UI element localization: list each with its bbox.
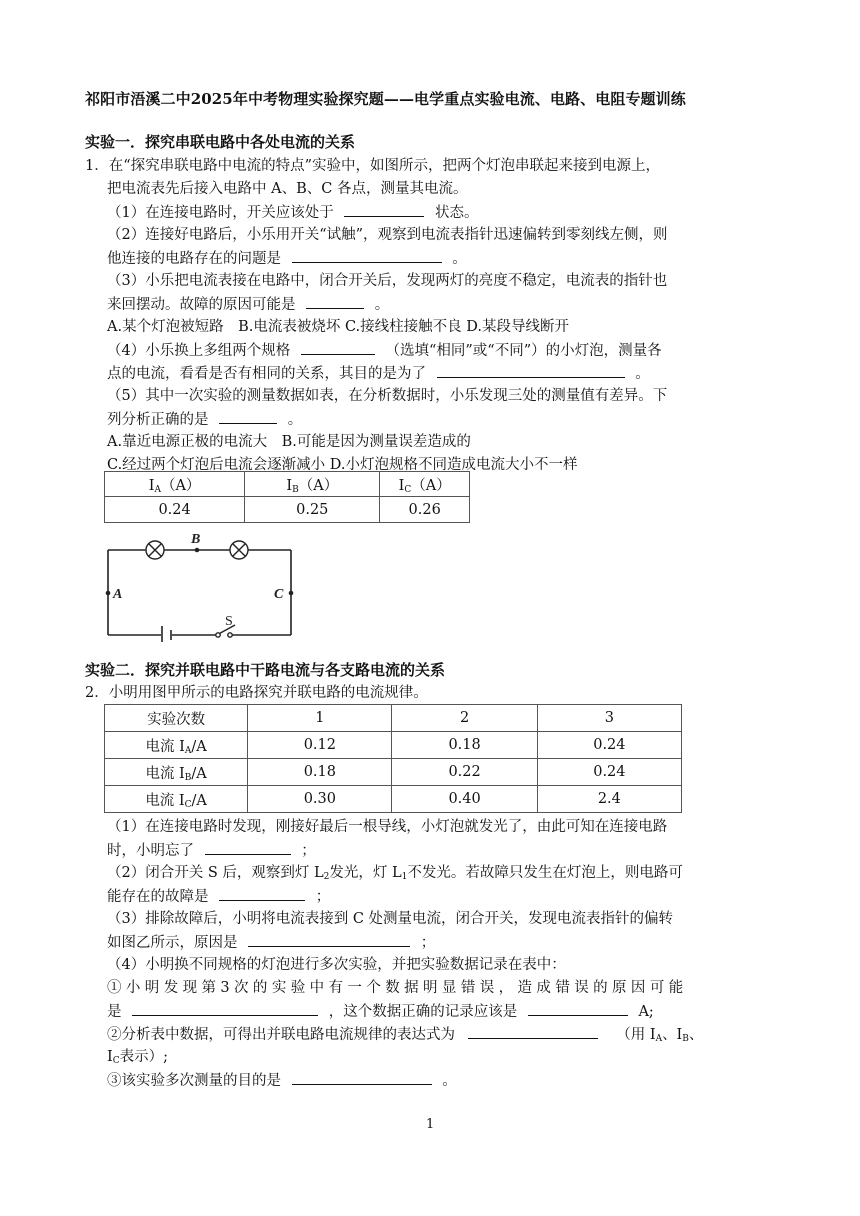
ic-symbol: I [398, 477, 405, 494]
table-header-row [105, 705, 682, 732]
q1-part2-line2 [107, 247, 467, 270]
q1-part4-suffix2: 。 [635, 366, 650, 382]
table-row [105, 732, 682, 759]
q2-part2-text-c: 不发光。若故障只发生在灯泡上，则电路可 [407, 865, 683, 881]
q2-part2-blank[interactable] [219, 885, 305, 901]
q2-part3-text: 如图乙所示，原因是 [107, 935, 238, 951]
q2-sub3 [107, 1069, 457, 1092]
table-row [105, 497, 470, 523]
q2-part2-line2 [107, 885, 330, 908]
q1-part4-line1 [107, 339, 662, 362]
table-header-3: 3 [537, 705, 681, 732]
q2-part2-suffix: ； [315, 889, 331, 905]
q2-sub1-line1: ①小明发现第3次的实验中有一个数据明显错误，造成错误的原因可能 [107, 980, 688, 996]
page-title: 祁阳市浯溪二中2025年中考物理实验探究题——电学重点实验电流、电路、电阻专题训练 [85, 90, 686, 108]
q1-part5-suffix: 。 [287, 412, 303, 428]
q1-part1 [107, 201, 478, 224]
q1-part3-suffix: 。 [374, 297, 390, 313]
node-a-dot [106, 591, 111, 596]
q1-part5-blank[interactable] [219, 408, 277, 424]
q2-part2-text-b: 发光，灯 L [329, 865, 402, 881]
q1-part4-text2: 点的电流，看看是否有相同的关系，其目的是为了 [107, 366, 426, 382]
table-row [105, 759, 682, 786]
label-c: C [274, 587, 284, 602]
table-cell: 0.24 [537, 759, 681, 786]
q1-part4-blank1[interactable] [301, 339, 375, 355]
ib-subscript: B [184, 772, 192, 783]
q2-sub1-text2: ，这个数据正确的记录应该是 [328, 1004, 518, 1020]
table-cell-ic: 0.26 [380, 497, 470, 523]
q2-sub2-text: ②分析表中数据，可得出并联电路电流规律的表达式为 [107, 1027, 455, 1043]
table-cell: 0.12 [248, 732, 392, 759]
ic-subscript: C [404, 484, 412, 495]
exp2-heading: 实验二．探究并联电路中干路电流与各支路电流的关系 [85, 661, 446, 679]
q2-sub1-suffix: A; [638, 1004, 654, 1020]
ia-unit: /A [191, 738, 207, 755]
q2-sub2-sep2: 、 [688, 1027, 704, 1043]
q2-part3-blank[interactable] [248, 931, 410, 947]
table-cell: 0.30 [248, 786, 392, 813]
ic-unit: /A [191, 792, 207, 809]
ic-subscript: C [112, 1056, 120, 1066]
ib-unit: （A） [298, 477, 339, 494]
q1-line1: 1．在“探究串联电路中电流的特点”实验中，如图所示，把两个灯泡串联起来接到电源上， [85, 158, 661, 174]
ia-unit: （A） [160, 477, 201, 494]
q1-part5-option2: C.经过两个灯泡后电流会逐渐减小 D.小灯泡规格不同造成电流大小不一样 [107, 457, 578, 473]
ib-subscript: B [292, 484, 299, 495]
table-header-row [105, 472, 470, 497]
q1-part4-line2 [107, 362, 650, 385]
ia-subscript: A [184, 745, 192, 756]
q2-part2-text-a: （2）闭合开关 S 后，观察到灯 L [107, 865, 324, 881]
table-cell: 0.24 [537, 732, 681, 759]
q1-line2: 把电流表先后接入电路中 A、B、C 各点，测量其电流。 [107, 181, 468, 197]
q2-part1-blank[interactable] [205, 839, 291, 855]
table-header-ic [380, 472, 470, 497]
lamp-icon [230, 541, 248, 559]
q1-part4-text: （4）小乐换上多组两个规格 [107, 343, 291, 359]
q2-part3-line2 [107, 931, 435, 954]
l1-subscript: 1 [401, 872, 408, 882]
label-b: B [191, 532, 201, 547]
table-cell: 0.40 [392, 786, 537, 813]
q1-part5-line2 [107, 408, 302, 431]
q2-sub2-hint: （用 I [616, 1027, 656, 1043]
label-s: S [225, 614, 233, 629]
q1-part1-text: （1）在连接电路时，开关应该处于 [107, 205, 334, 221]
table-header-trial: 实验次数 [105, 705, 248, 732]
battery-icon [162, 626, 171, 642]
q2-sub1-line2 [107, 1000, 654, 1023]
row-label-ia [105, 732, 248, 759]
table-header-1: 1 [248, 705, 392, 732]
q2-sub2-blank[interactable] [468, 1023, 598, 1039]
q1-part2-suffix: 。 [452, 251, 467, 267]
row-label-ib [105, 759, 248, 786]
q1-part5-line1: （5）其中一次实验的测量数据如表，在分析数据时，小乐发现三处的测量值有差异。下 [107, 388, 668, 404]
l2-subscript: 2 [323, 872, 330, 882]
q2-sub1-blank1[interactable] [132, 1000, 318, 1016]
current-table-parallel [104, 704, 682, 813]
ic-unit: （A） [411, 477, 451, 494]
q1-part1-blank[interactable] [344, 201, 424, 217]
q2-part3-suffix: ； [420, 935, 436, 951]
label-a: A [113, 587, 123, 602]
q2-sub3-suffix: 。 [442, 1073, 457, 1089]
q1-part2-line1: （2）连接好电路后，小乐用开关“试触”，观察到电流表指针迅速偏转到零刻线左侧，则 [107, 227, 668, 243]
q1-part5-option1: A.靠近电源正极的电流大 B.可能是因为测量误差造成的 [107, 434, 471, 450]
q2-part1-line2 [107, 839, 316, 862]
page-number: 1 [426, 1117, 435, 1132]
table-cell: 0.22 [392, 759, 537, 786]
q1-part3-line2 [107, 293, 389, 316]
q2-sub2-line1 [107, 1023, 703, 1050]
q1-part3-text: 来回摆动。故障的原因可能是 [107, 297, 296, 313]
table-header-2: 2 [392, 705, 537, 732]
q2-part2-text: 能存在的故障是 [107, 889, 209, 905]
table-header-ia [105, 472, 245, 497]
table-cell: 2.4 [537, 786, 681, 813]
ia-subscript: A [655, 1034, 663, 1044]
ia-label: 电流 I [145, 738, 185, 755]
q2-sub3-text: ③该实验多次测量的目的是 [107, 1073, 281, 1089]
q2-part1-suffix: ； [301, 843, 316, 859]
q2-sub1-text: 是 [107, 1004, 122, 1020]
q1-part5-text: 列分析正确的是 [107, 412, 209, 428]
node-b-dot [195, 548, 200, 553]
q1-part2-blank[interactable] [292, 247, 442, 263]
q1-part2-text: 他连接的电路存在的问题是 [107, 251, 281, 267]
table-row [105, 786, 682, 813]
table-cell: 0.18 [248, 759, 392, 786]
table-cell-ib: 0.25 [245, 497, 380, 523]
q1-part3-options: A.某个灯泡被短路 B.电流表被烧坏 C.接线柱接触不良 D.某段导线断开 [107, 319, 569, 335]
q2-sub2-tail: 表示）; [119, 1049, 169, 1065]
row-label-ic [105, 786, 248, 813]
table-cell: 0.18 [392, 732, 537, 759]
q2-part1-text: 时，小明忘了 [107, 843, 194, 859]
current-table-series [104, 471, 470, 523]
node-c-dot [289, 591, 294, 596]
q2-sub2-sep1: 、I [662, 1027, 683, 1043]
ib-symbol: I [286, 477, 293, 494]
ib-subscript: B [682, 1034, 689, 1044]
q2-line1: 2．小明用图甲所示的电路探究并联电路的电流规律。 [85, 685, 428, 701]
q1-part4-blank2[interactable] [437, 362, 625, 378]
q2-sub1-blank2[interactable] [528, 1000, 628, 1016]
q1-part3-line1: （3）小乐把电流表接在电路中，闭合开关后，发现两灯的亮度不稳定，电流表的指针也 [107, 273, 668, 289]
lamp-icon [146, 541, 164, 559]
ic-label: 电流 I [145, 792, 185, 809]
q2-part3-line1: （3）排除故障后，小明将电流表接到 C 处测量电流，闭合开关，发现电流表指针的偏转 [107, 911, 674, 927]
ib-unit: /A [191, 765, 207, 782]
q1-part1-suffix: 状态。 [434, 205, 479, 221]
exp1-heading: 实验一．探究串联电路中各处电流的关系 [85, 133, 356, 151]
q2-part4-line1: （4）小明换不同规格的灯泡进行多次实验，并把实验数据记录在表中： [107, 957, 566, 973]
table-cell-ia: 0.24 [105, 497, 245, 523]
q1-part4-suffix: （选填“相同”或“不同”）的小灯泡，测量各 [385, 343, 662, 359]
series-circuit-diagram [100, 530, 300, 642]
ic-symbol: I [107, 1049, 113, 1065]
q1-part3-blank[interactable] [306, 293, 364, 309]
table-header-ib [245, 472, 380, 497]
ia-subscript: A [154, 484, 161, 495]
q2-part1-line1: （1）在连接电路时发现，刚接好最后一根导线，小灯泡就发光了，由此可知在连接电路 [107, 819, 668, 835]
ia-symbol: I [148, 477, 155, 494]
ib-label: 电流 I [145, 765, 185, 782]
q2-sub3-blank[interactable] [292, 1069, 432, 1085]
ic-subscript: C [184, 799, 192, 810]
